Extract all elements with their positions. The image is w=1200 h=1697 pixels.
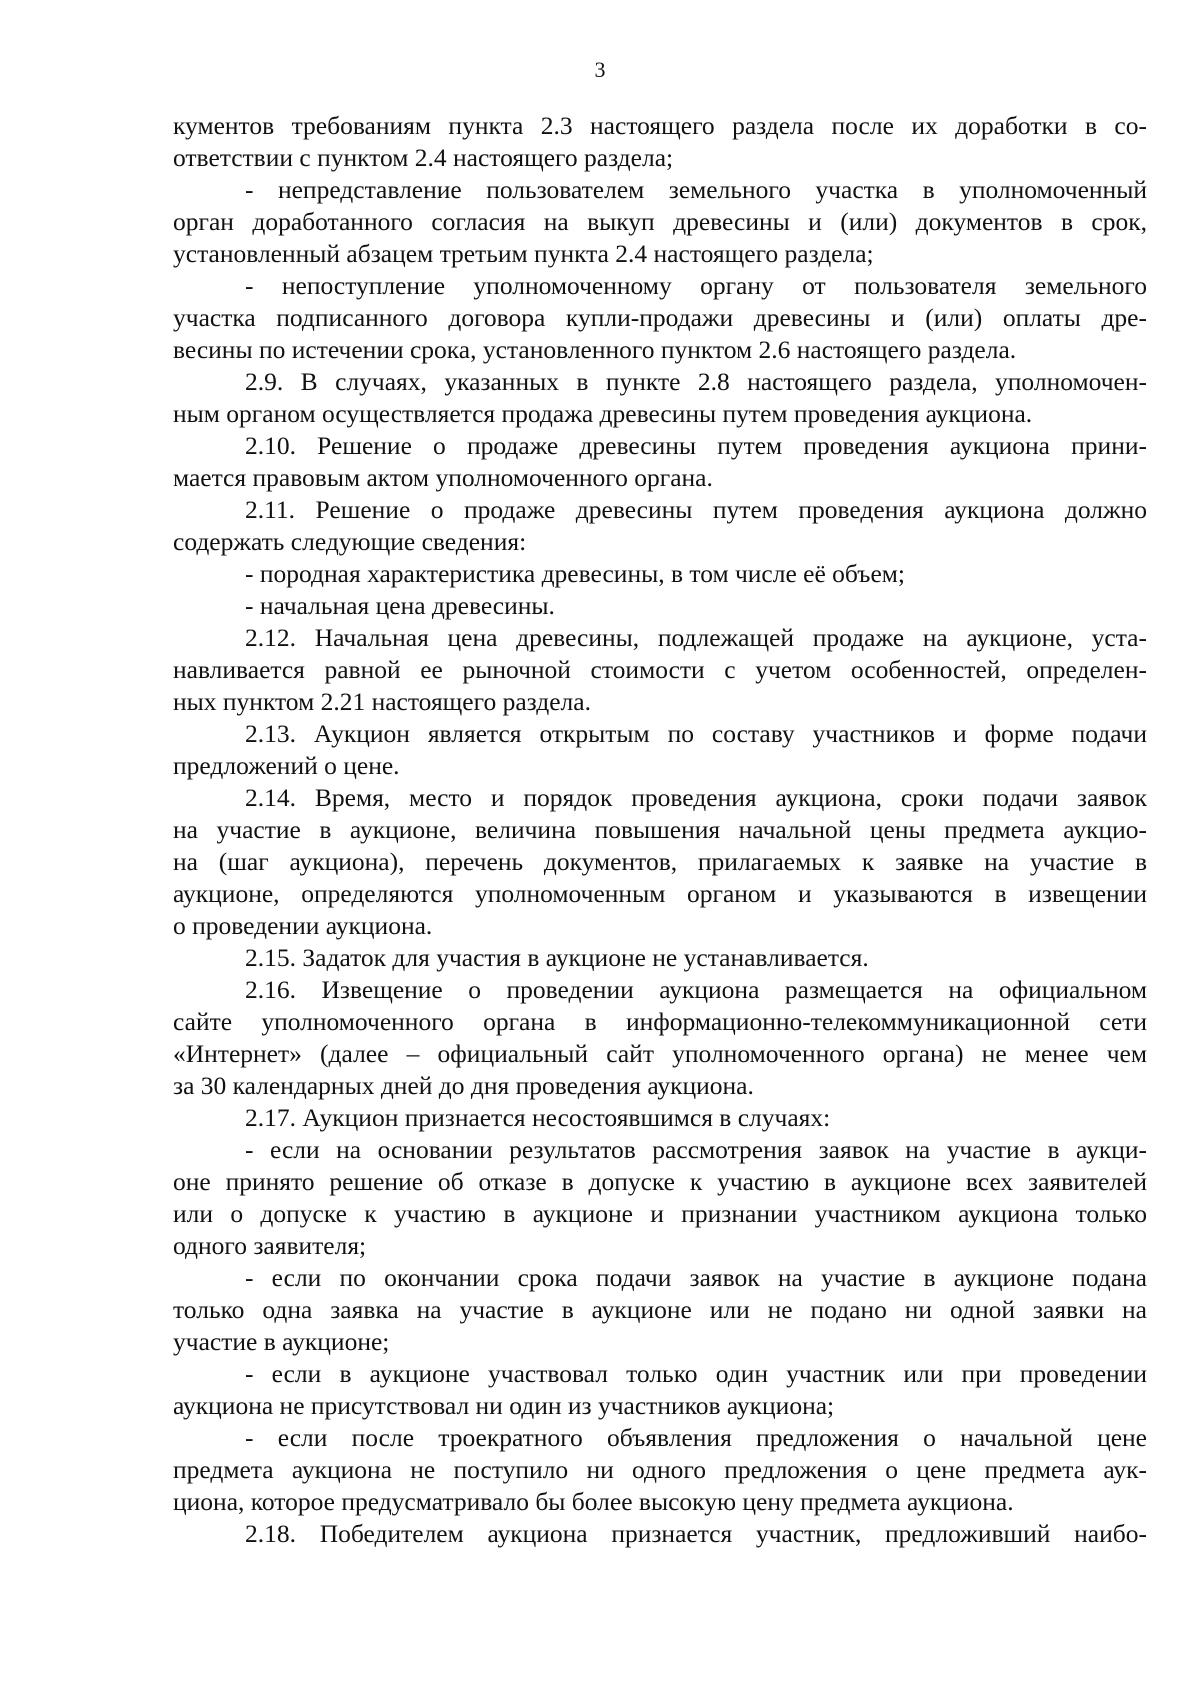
text-line: 2.17. Аукцион признается несостоявшимся в случаях:	[245, 1103, 831, 1132]
text-line: на участие в аукционе, величина повышения начальной цены предмета аукцио-	[173, 815, 1147, 844]
text-line: 2.10. Решение о продаже древесины путем проведения аукциона прини-	[245, 431, 1147, 460]
page-number: 3	[594, 57, 606, 82]
text-line: аукциона не присутствовал ни один из участников аукциона;	[173, 1391, 835, 1420]
text-line: за 30 календарных дней до дня проведения аукциона.	[173, 1071, 754, 1100]
paragraph	[173, 1102, 1147, 1134]
text-line: навливается равной ее рыночной стоимости с учетом особенностей, определен-	[173, 655, 1147, 684]
text-line: - если после троекратного объявления предложения о начальной цене	[245, 1423, 1147, 1452]
paragraph	[173, 974, 1147, 1102]
text-line: - непредставление пользователем земельного участка в уполномоченный	[245, 175, 1147, 204]
text-line: - породная характеристика древесины, в том числе её объем;	[245, 559, 905, 588]
text-line: - если в аукционе участвовал только один участник или при проведении	[245, 1359, 1147, 1388]
text-line: одного заявителя;	[173, 1231, 367, 1260]
text-line: 2.13. Аукцион является открытым по составу участников и форме подачи	[245, 719, 1147, 748]
paragraph	[173, 558, 1147, 590]
text-line: установленный абзацем третьим пункта 2.4 настоящего раздела;	[173, 239, 874, 268]
text-line: предложений о цене.	[173, 751, 400, 780]
text-line: 2.9. В случаях, указанных в пункте 2.8 настоящего раздела, уполномочен-	[245, 367, 1147, 396]
text-line: ным органом осуществляется продажа древесины путем проведения аукциона.	[173, 399, 1033, 428]
text-line: ных пунктом 2.21 настоящего раздела.	[173, 687, 591, 716]
text-line: - если на основании результатов рассмотрения заявок на участие в аукци-	[245, 1135, 1147, 1164]
text-line: весины по истечении срока, установленного пунктом 2.6 настоящего раздела.	[173, 335, 1017, 364]
text-line: кументов требованиям пункта 2.3 настоящего раздела после их доработки в со-	[173, 111, 1147, 140]
text-line: 2.16. Извещение о проведении аукциона размещается на официальном	[245, 975, 1147, 1004]
text-line: - непоступление уполномоченному органу от пользователя земельного	[245, 271, 1147, 300]
text-line: ответствии с пунктом 2.4 настоящего раздела;	[173, 143, 674, 172]
text-line: содержать следующие сведения:	[173, 527, 527, 556]
text-line: 2.11. Решение о продаже древесины путем проведения аукциона должно	[245, 495, 1147, 524]
text-line: 2.15. Задаток для участия в аукционе не устанавливается.	[245, 943, 869, 972]
paragraph	[173, 942, 1147, 974]
paragraph	[173, 1422, 1147, 1518]
text-line: участие в аукционе;	[173, 1327, 390, 1356]
text-line: «Интернет» (далее – официальный сайт уполномоченного органа) не менее чем	[173, 1039, 1147, 1068]
paragraph	[173, 270, 1147, 366]
paragraph	[173, 430, 1147, 494]
text-line: или о допуске к участию в аукционе и признании участником аукциона только	[173, 1199, 1147, 1228]
text-line: - начальная цена древесины.	[245, 591, 555, 620]
text-line: о проведении аукциона.	[173, 911, 433, 940]
text-line: 2.18. Победителем аукциона признается участник, предложивший наибо-	[245, 1519, 1147, 1548]
paragraph	[173, 110, 1147, 174]
text-line: на (шаг аукциона), перечень документов, прилагаемых к заявке на участие в	[173, 847, 1147, 876]
text-line: аукционе, определяются уполномоченным органом и указываются в извещении	[173, 879, 1147, 908]
paragraph	[173, 1358, 1147, 1422]
text-line: орган доработанного согласия на выкуп древесины и (или) документов в срок,	[173, 207, 1147, 236]
text-line: предмета аукциона не поступило ни одного предложения о цене предмета аук-	[173, 1455, 1147, 1484]
paragraph	[173, 1134, 1147, 1262]
paragraph	[173, 1518, 1147, 1550]
text-line: оне принято решение об отказе в допуске к участию в аукционе всех заявителей	[173, 1167, 1147, 1196]
text-line: - если по окончании срока подачи заявок на участие в аукционе подана	[245, 1263, 1147, 1292]
paragraph	[173, 174, 1147, 270]
document-body	[173, 110, 1147, 1550]
paragraph	[173, 494, 1147, 558]
text-line: сайте уполномоченного органа в информационно-телекоммуникационной сети	[173, 1007, 1147, 1036]
text-line: только одна заявка на участие в аукционе или не подано ни одной заявки на	[173, 1295, 1147, 1324]
paragraph	[173, 622, 1147, 718]
paragraph	[173, 782, 1147, 942]
paragraph	[173, 1262, 1147, 1358]
text-line: мается правовым актом уполномоченного органа.	[173, 463, 713, 492]
paragraph	[173, 366, 1147, 430]
text-line: циона, которое предусматривало бы более высокую цену предмета аукциона.	[173, 1487, 1014, 1516]
text-line: участка подписанного договора купли-продажи древесины и (или) оплаты дре-	[173, 303, 1147, 332]
paragraph	[173, 718, 1147, 782]
text-line: 2.12. Начальная цена древесины, подлежащей продаже на аукционе, уста-	[245, 623, 1147, 652]
paragraph	[173, 590, 1147, 622]
text-line: 2.14. Время, место и порядок проведения аукциона, сроки подачи заявок	[245, 783, 1147, 812]
